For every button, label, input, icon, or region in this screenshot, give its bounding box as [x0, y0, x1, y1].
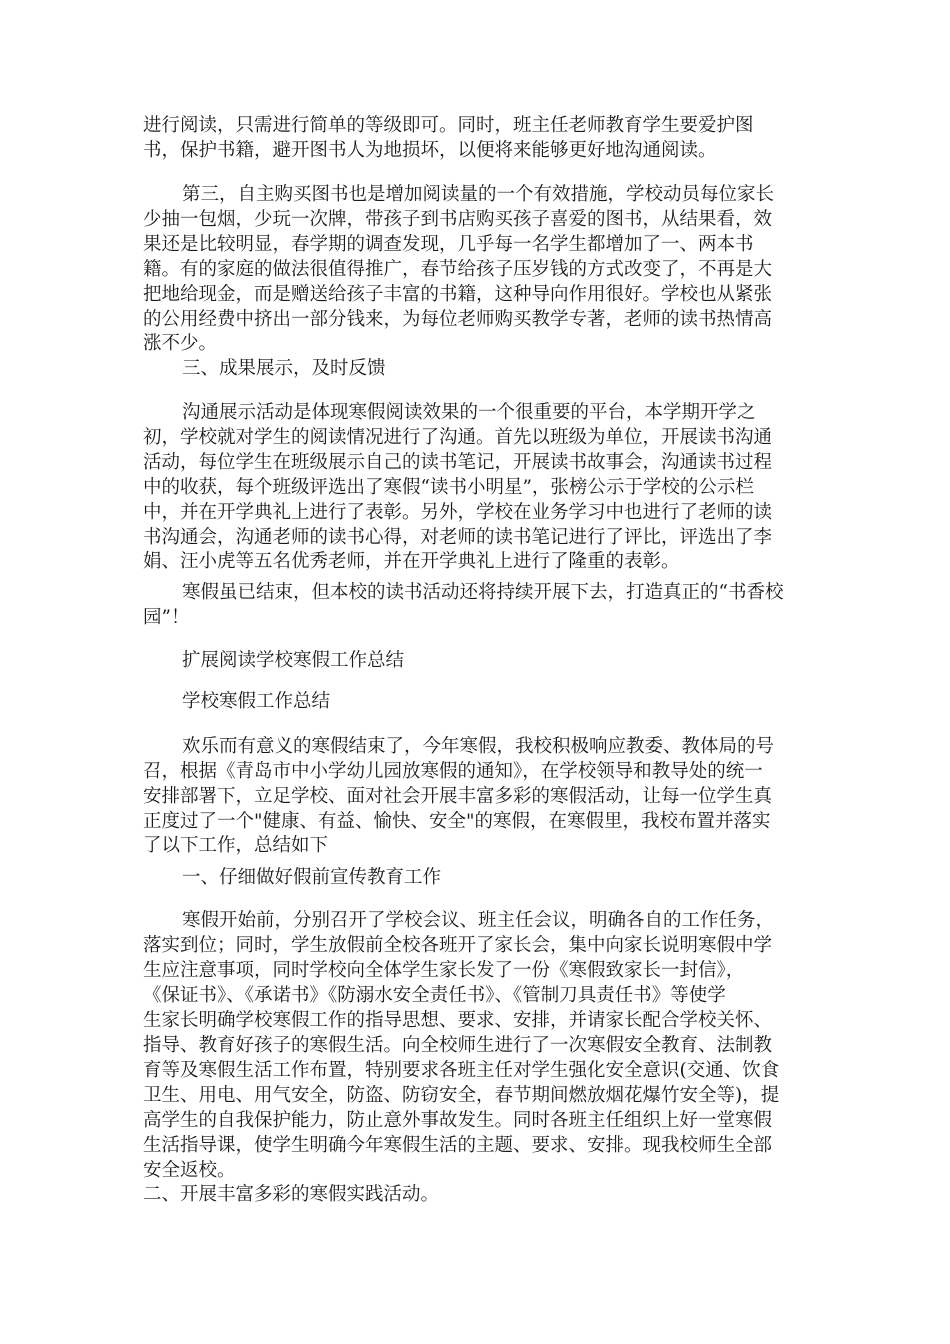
text-line: 寒假开始前，分别召开了学校会议、班主任会议，明确各自的工作任务， — [182, 910, 775, 931]
text-line: 初，学校就对学生的阅读情况进行了沟通。首先以班级为单位，开展读书沟通 — [143, 427, 773, 448]
text-line: 生家长明确学校寒假工作的指导思想、要求、安排，并请家长配合学校关怀、 — [143, 1010, 773, 1031]
text-line: 二、开展丰富多彩的寒假实践活动。 — [143, 1184, 440, 1205]
text-line: 寒假虽已结束，但本校的读书活动还将持续开展下去，打造真正的“书香校 — [182, 582, 784, 603]
text-line: 的公用经费中挤出一部分钱来，为每位老师购买教学专著，老师的读书热情高 — [143, 309, 773, 330]
text-line: 落实到位；同时，学生放假前全校各班开了家长会，集中向家长说明寒假中学 — [143, 935, 773, 956]
section-heading: 学校寒假工作总结 — [182, 691, 331, 712]
text-line: 《保证书》、《承诺书》《防溺水安全责任书》、《管制刀具责任书》等使学 — [143, 985, 726, 1006]
text-line: 书，保护书籍，避开图书人为地损坏，以便将来能够更好地沟通阅读。 — [143, 140, 717, 161]
text-line: 少抽一包烟，少玩一次牌，带孩子到书店购买孩子喜爱的图书，从结果看，效 — [143, 209, 773, 230]
section-heading: 一、仔细做好假前宣传教育工作 — [182, 867, 442, 888]
text-line: 沟通展示活动是体现寒假阅读效果的一个很重要的平台，本学期开学之 — [182, 402, 756, 423]
text-line: 高学生的自我保护能力，防止意外事故发生。同时各班主任组织上好一堂寒假 — [143, 1110, 773, 1131]
text-line: 中，并在开学典礼上进行了表彰。另外，学校在业务学习中也进行了老师的读 — [143, 502, 773, 523]
text-line: 了以下工作，总结如下 — [143, 835, 329, 856]
text-line: 园”！ — [143, 607, 190, 628]
text-line: 中的收获，每个班级评选出了寒假“读书小明星”，张榜公示于学校的公示栏 — [143, 477, 754, 498]
text-line: 书沟通会，沟通老师的读书心得，对老师的读书笔记进行了评比，评选出了李 — [143, 527, 773, 548]
text-line: 籍。有的家庭的做法很值得推广，春节给孩子压岁钱的方式改变了，不再是大 — [143, 259, 773, 280]
text-line: 活动，每位学生在班级展示自己的读书笔记，开展读书故事会，沟通读书过程 — [143, 452, 773, 473]
section-heading: 三、成果展示，及时反馈 — [182, 358, 386, 379]
text-line: 生应注意事项，同时学校向全体学生家长发了一份《寒假致家长一封信》， — [143, 960, 745, 981]
text-line: 育等及寒假生活工作布置，特别要求各班主任对学生强化安全意识(交通、饮食 — [143, 1060, 780, 1081]
text-line: 把地给现金，而是赠送给孩子丰富的书籍，这种导向作用很好。学校也从紧张 — [143, 284, 773, 305]
text-line: 指导、教育好孩子的寒假生活。向全校师生进行了一次寒假安全教育、法制教 — [143, 1035, 773, 1056]
text-line: 涨不少。 — [143, 333, 218, 354]
text-line: 生活指导课，使学生明确今年寒假生活的主题、要求、安排。现我校师生全部 — [143, 1135, 773, 1156]
text-line: 欢乐而有意义的寒假结束了，今年寒假，我校积极响应教委、教体局的号 — [182, 736, 775, 757]
text-line: 正度过了一个"健康、有益、愉快、安全"的寒假，在寒假里，我校布置并落实 — [143, 811, 771, 832]
text-line: 第三，自主购买图书也是增加阅读量的一个有效措施，学校动员每位家长 — [182, 184, 775, 205]
text-line: 召，根据《青岛市中小学幼儿园放寒假的通知》，在学校领导和教导处的统一 — [143, 761, 763, 782]
text-line: 进行阅读，只需进行简单的等级即可。同时，班主任老师教育学生要爱护图 — [143, 115, 754, 136]
text-line: 娟、汪小虎等五名优秀老师，并在开学典礼上进行了隆重的表彰。 — [143, 551, 680, 572]
text-line: 安全返校。 — [143, 1160, 236, 1181]
text-line: 果还是比较明显，春学期的调查发现，几乎每一名学生都增加了一、两本书 — [143, 234, 754, 255]
text-line: 安排部署下，立足学校、面对社会开展丰富多彩的寒假活动，让每一位学生真 — [143, 786, 773, 807]
text-line: 卫生、用电、用气安全，防盗、防窃安全，春节期间燃放烟花爆竹安全等)，提 — [143, 1085, 780, 1106]
section-heading: 扩展阅读学校寒假工作总结 — [182, 650, 405, 671]
